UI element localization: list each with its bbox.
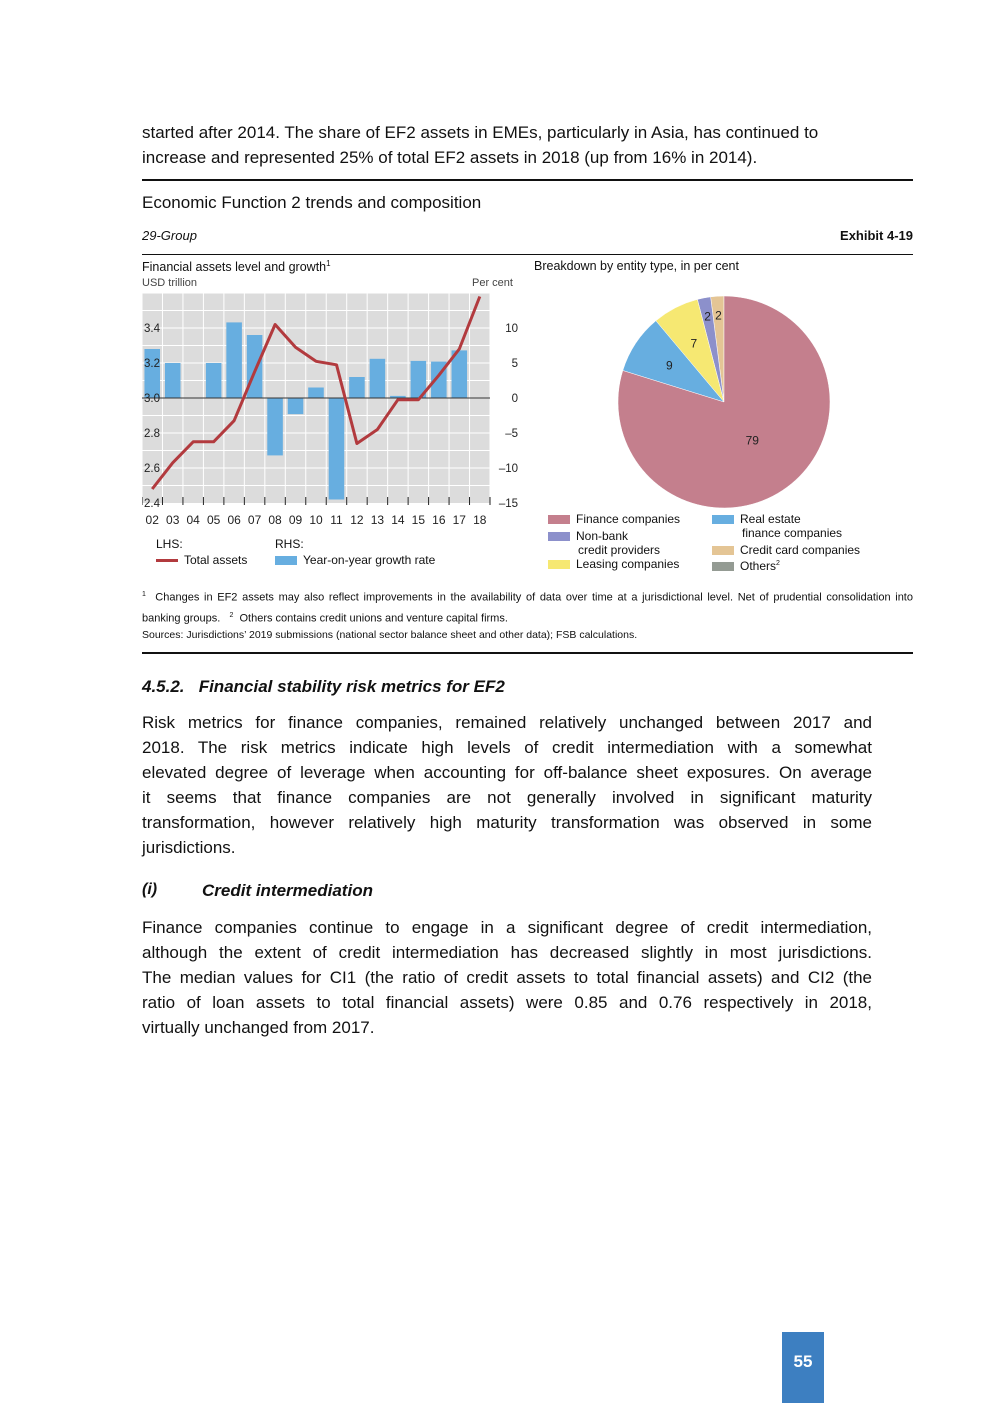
x-tick-label: 12 bbox=[350, 513, 364, 527]
x-tick-label: 17 bbox=[452, 513, 466, 527]
exhibit-bottom-rule bbox=[142, 652, 913, 654]
para1-line: 2018. The risk metrics indicate high levels of credit intermediation with a somewhat bbox=[142, 738, 872, 757]
exhibit-sources: Sources: Jurisdictions’ 2019 submissions (national sector balance sheet and other data); FSB calculations. bbox=[142, 629, 638, 641]
legend-lhs-label: LHS: bbox=[156, 537, 183, 551]
exhibit-label: Exhibit 4-19 bbox=[840, 228, 913, 243]
y-left-tick-label: 3.4 bbox=[144, 323, 160, 335]
para1-line: elevated degree of leverage when accounting for off-balance sheet exposures. On average bbox=[142, 763, 872, 782]
nonbank-swatch bbox=[548, 532, 570, 541]
pie-label: 9 bbox=[665, 358, 673, 373]
exhibit-footnotes: $^1$ Changes in EF2 assets may also reflect improvements in the availability of data over time at a jurisdictional level. Net of prudential consolidation into banking groups. $^2$ Others contains credit unions and venture capital firms. bbox=[142, 591, 913, 625]
pie-chart-title: Breakdown by entity type, in per cent bbox=[534, 259, 739, 273]
x-tick-label: 15 bbox=[411, 513, 426, 527]
footnote-1: Changes in EF2 assets may also reflect improvements in the availability of data over time at a jurisdictional level. Net of prudential consolidation into banking groups. bbox=[142, 591, 913, 625]
x-tick-label: 04 bbox=[186, 513, 200, 527]
y-right-tick-label: –15 bbox=[498, 498, 518, 510]
left-chart-title: Financial assets level and growth$^1$ bbox=[142, 259, 331, 275]
para2-line: Finance companies continue to engage in a significant degree of credit intermediation, bbox=[142, 918, 872, 937]
page-number: 55 bbox=[782, 1332, 824, 1403]
intro-paragraph bbox=[142, 120, 872, 170]
subsection-title: Credit intermediation bbox=[202, 881, 373, 900]
legend-nonbank: Non-bank bbox=[548, 529, 680, 543]
legend-total-assets: Total assets bbox=[156, 553, 247, 567]
growth-bar bbox=[206, 363, 222, 398]
x-tick-label: 16 bbox=[432, 513, 446, 527]
x-tick-label: 10 bbox=[309, 513, 323, 527]
para2-line: although the extent of credit intermediation has decreased slightly in most jurisdictions. bbox=[142, 943, 872, 962]
para1-line: transformation, however relatively high maturity transformation was observed in some bbox=[142, 813, 872, 832]
legend-realestate-2: finance companies bbox=[742, 526, 843, 540]
pie-label: 7 bbox=[690, 336, 698, 351]
creditcard-swatch bbox=[712, 546, 734, 555]
line-swatch bbox=[156, 559, 178, 562]
legend-nonbank-2: credit providers bbox=[578, 543, 661, 557]
finance-swatch bbox=[548, 515, 570, 524]
section-paragraph-2 bbox=[142, 915, 872, 1040]
para1-line: Risk metrics for finance companies, remained relatively unchanged between 2017 and bbox=[142, 713, 872, 732]
pie-label: 2 bbox=[715, 308, 722, 323]
y-left-tick-label: 3.2 bbox=[144, 358, 160, 370]
x-tick-label: 02 bbox=[145, 513, 159, 527]
growth-bar bbox=[288, 398, 304, 414]
x-tick-label: 18 bbox=[473, 513, 487, 527]
right-axis-unit: Per cent bbox=[472, 277, 513, 289]
growth-bar bbox=[226, 322, 242, 398]
x-tick-label: 06 bbox=[227, 513, 241, 527]
y-left-tick-label: 2.8 bbox=[144, 428, 160, 440]
x-tick-label: 05 bbox=[206, 513, 221, 527]
exhibit-header-rule bbox=[142, 254, 913, 255]
footnote-2: Others contains credit unions and venture capital firms. bbox=[239, 612, 508, 625]
para1-line: jurisdictions. bbox=[142, 838, 236, 857]
y-right-tick-label: 10 bbox=[505, 323, 518, 335]
y-right-tick-label: –10 bbox=[498, 463, 518, 475]
legend-growth-rate: Year-on-year growth rate bbox=[275, 553, 435, 567]
x-tick-label: 08 bbox=[268, 513, 282, 527]
exhibit-top-rule bbox=[142, 179, 913, 181]
y-left-tick-label: 2.6 bbox=[144, 463, 160, 475]
x-tick-label: 09 bbox=[288, 513, 303, 527]
section-heading: 4.5.2. Financial stability risk metrics for EF2 bbox=[142, 677, 505, 696]
pie-label: 2 bbox=[704, 309, 711, 324]
growth-bar bbox=[349, 377, 365, 398]
intro-line: increase and represented 25% of total EF2 assets in 2018 (up from 16% in 2014). bbox=[142, 148, 758, 167]
pie-legend-left bbox=[548, 512, 680, 571]
leasing-swatch bbox=[548, 560, 570, 569]
legend-finance: Finance companies bbox=[548, 512, 680, 526]
pie-legend-right bbox=[712, 512, 860, 573]
section-paragraph-1 bbox=[142, 710, 872, 860]
bar-swatch bbox=[275, 556, 297, 565]
realestate-swatch bbox=[712, 515, 734, 524]
para2-line: ratio of loan assets to total financial assets) were 0.85 and 0.76 respectively in 2018, bbox=[142, 993, 872, 1012]
growth-bar bbox=[370, 359, 386, 398]
x-tick-label: 14 bbox=[391, 513, 405, 527]
left-axis-unit: USD trillion bbox=[142, 277, 198, 289]
para2-line: virtually unchanged from 2017. bbox=[142, 1018, 375, 1037]
others-swatch bbox=[712, 562, 734, 571]
legend-others: Others$^2$ bbox=[712, 557, 860, 573]
pie-label: 79 bbox=[745, 433, 759, 448]
x-tick-label: 07 bbox=[247, 513, 262, 527]
x-tick-label: 03 bbox=[166, 513, 180, 527]
growth-bar bbox=[267, 398, 283, 455]
y-left-tick-label: 2.4 bbox=[144, 498, 160, 510]
legend-creditcard: Credit card companies bbox=[712, 543, 860, 557]
y-right-tick-label: 0 bbox=[511, 393, 518, 405]
growth-bar bbox=[329, 398, 345, 500]
pie-chart bbox=[612, 290, 836, 514]
subsection-number: (i) bbox=[142, 881, 158, 898]
y-right-tick-label: –5 bbox=[505, 428, 518, 440]
exhibit-title: Economic Function 2 trends and composition bbox=[142, 193, 482, 212]
growth-bar bbox=[165, 363, 181, 398]
y-left-tick-label: 3.0 bbox=[144, 393, 160, 405]
legend-leasing: Leasing companies bbox=[548, 557, 680, 571]
combo-chart bbox=[142, 290, 522, 530]
growth-bar bbox=[144, 349, 160, 398]
para2-line: The median values for CI1 (the ratio of credit assets to total financial assets) and CI2 (the bbox=[142, 968, 872, 987]
x-tick-label: 11 bbox=[330, 513, 343, 527]
intro-line: started after 2014. The share of EF2 assets in EMEs, particularly in Asia, has continued to bbox=[142, 123, 819, 142]
x-tick-label: 13 bbox=[370, 513, 385, 527]
y-right-tick-label: 5 bbox=[511, 358, 518, 370]
legend-realestate: Real estate bbox=[712, 512, 860, 526]
para1-line: it seems that finance companies are not generally involved in significant maturity bbox=[142, 788, 872, 807]
exhibit-group: 29-Group bbox=[142, 228, 197, 243]
legend-rhs-label: RHS: bbox=[275, 537, 304, 551]
growth-bar bbox=[308, 388, 324, 399]
